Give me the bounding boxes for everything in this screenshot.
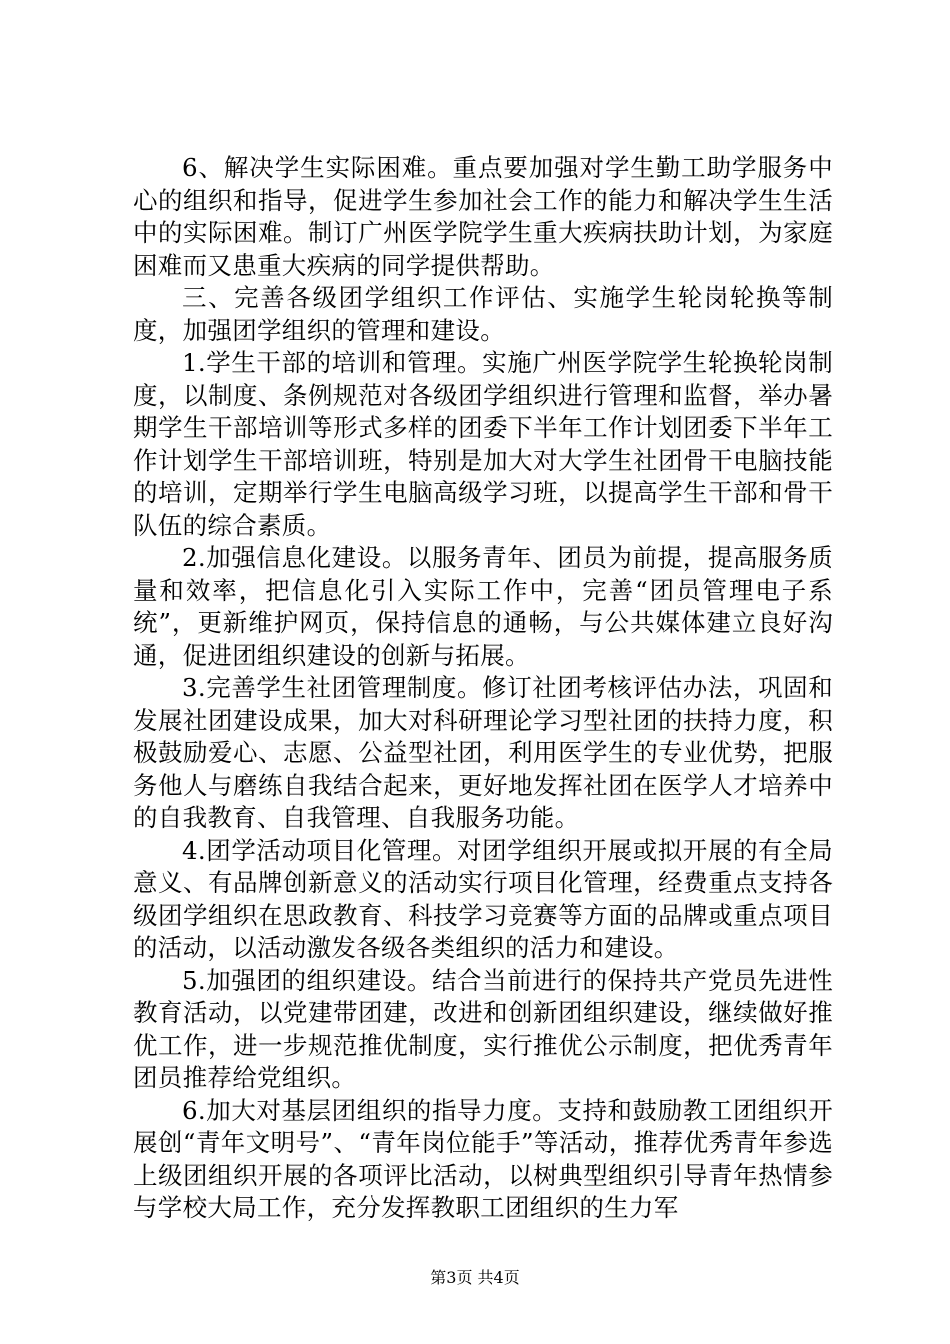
- paragraph-organization-building: 5.加强团的组织建设。结合当前进行的保持共产党员先进性教育活动，以党建带团建，改进和创新团组织建设，继续做好推优工作，进一步规范推优制度，实行推优公示制度，把优秀青年团员推荐给党组织。: [133, 965, 833, 1092]
- page-number-footer: 第3页 共4页: [430, 1268, 520, 1287]
- section-heading-three: 三、完善各级团学组织工作评估、实施学生轮岗轮换等制度，加强团学组织的管理和建设。: [133, 283, 833, 345]
- paragraph-project-management: 4.团学活动项目化管理。对团学组织开展或拟开展的有全局意义、有品牌创新意义的活动实行项目化管理，经费重点支持各级团学组织在思政教育、科技学习竞赛等方面的品牌或重点项目的活动，以活动激发各级各类组织的活力和建设。: [133, 835, 833, 962]
- paragraph-cadre-training: 1.学生干部的培训和管理。实施广州医学院学生轮换轮岗制度，以制度、条例规范对各级团学组织进行管理和监督，举办暑期学生干部培训等形式多样的团委下半年工作计划团委下半年工作计划学生干部培训班，特别是加大对大学生社团骨干电脑技能的培训，定期举行学生电脑高级学习班，以提高学生干部和骨干队伍的综合素质。: [133, 348, 833, 540]
- paragraph-difficulty-support: 6、解决学生实际困难。重点要加强对学生勤工助学服务中心的组织和指导，促进学生参加社会工作的能力和解决学生生活中的实际困难。制订广州医学院学生重大疾病扶助计划，为家庭困难而又患重大疾病的同学提供帮助。: [133, 153, 833, 280]
- paragraph-informatization: 2.加强信息化建设。以服务青年、团员为前提，提高服务质量和效率，把信息化引入实际工作中，完善“团员管理电子系统”，更新维护网页，保持信息的通畅，与公共媒体建立良好沟通，促进团组织建设的创新与拓展。: [133, 543, 834, 670]
- paragraph-club-management: 3.完善学生社团管理制度。修订社团考核评估办法，巩固和发展社团建设成果，加大对科研理论学习型社团的扶持力度，积极鼓励爱心、志愿、公益型社团，利用医学生的专业优势，把服务他人与磨练自我结合起来，更好地发挥社团在医学人才培养中的自我教育、自我管理、自我服务功能。: [133, 673, 833, 832]
- document-body: [133, 152, 833, 1225]
- paragraph-grassroots-guidance: 6.加大对基层团组织的指导力度。支持和鼓励教工团组织开展创“青年文明号”、“青年岗位能手”等活动，推荐优秀青年参选上级团组织开展的各项评比活动，以树典型组织引导青年热情参与学校大局工作，充分发挥教职工团组织的生力军: [133, 1095, 833, 1222]
